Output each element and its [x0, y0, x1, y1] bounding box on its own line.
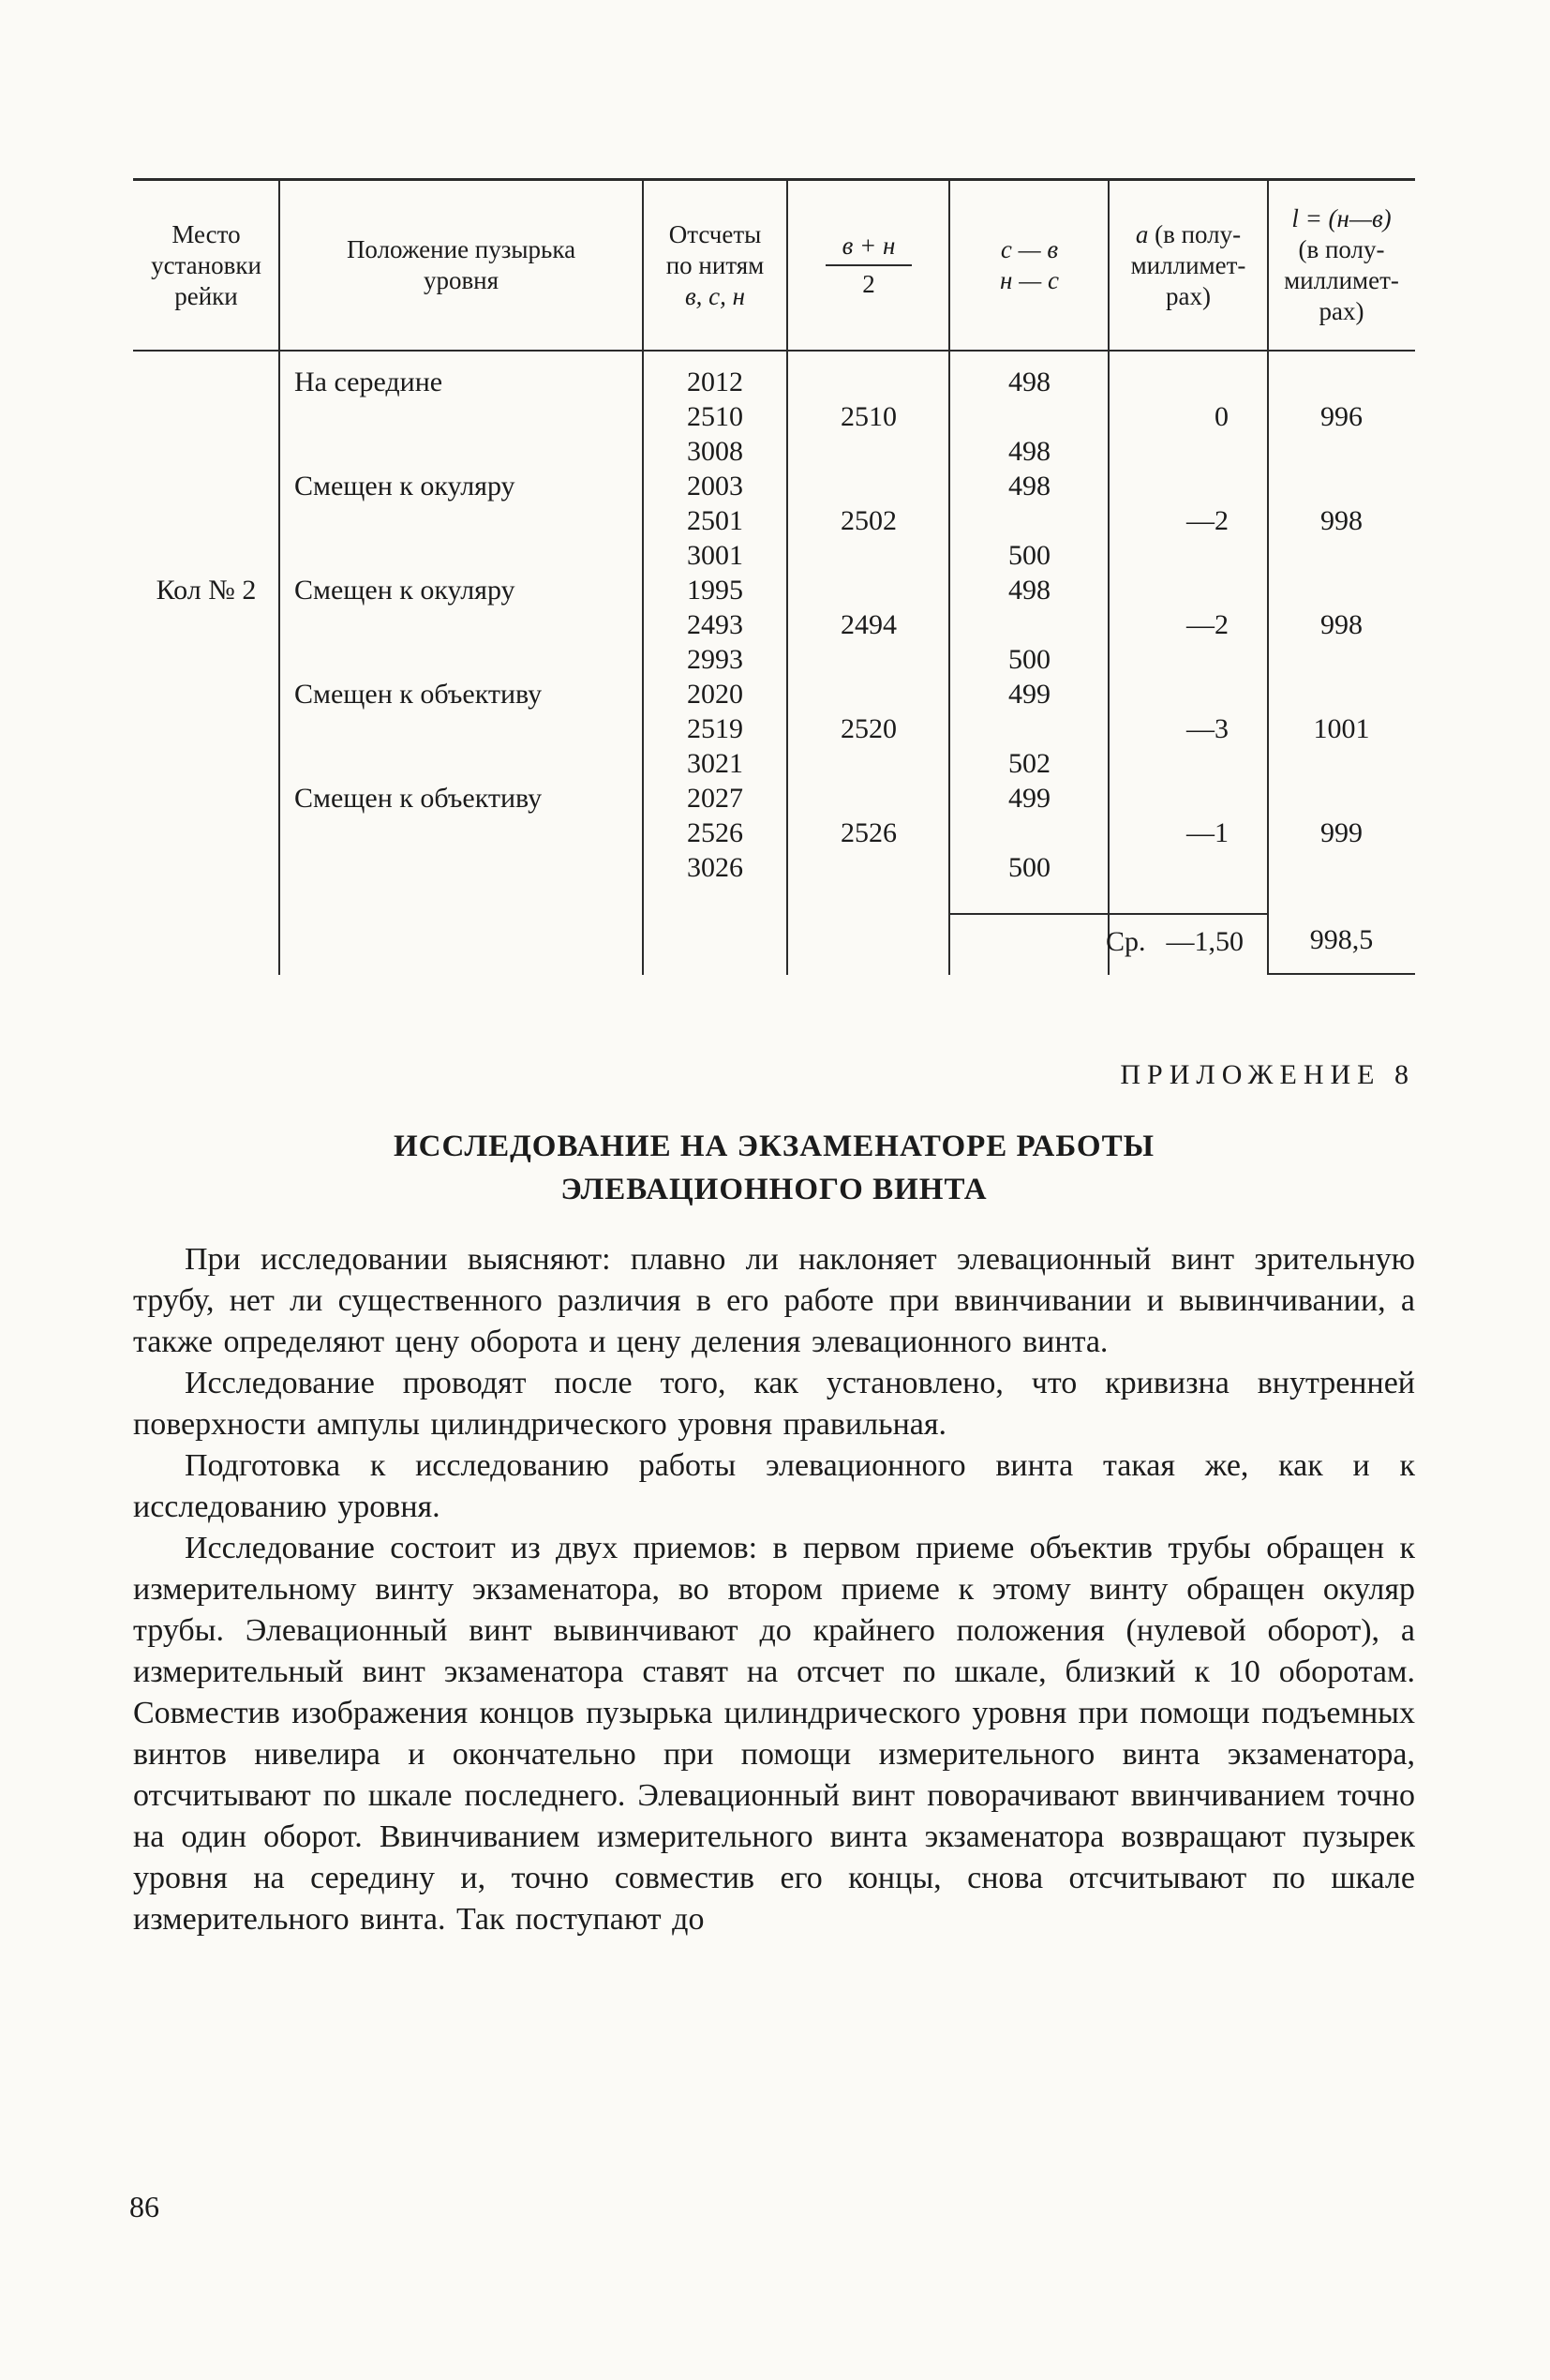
- diff-value: 502: [1008, 747, 1051, 779]
- l-value: 1001: [1313, 712, 1370, 744]
- reading-value: 3026: [687, 851, 743, 883]
- diff-value: 500: [1008, 851, 1051, 883]
- paragraph: Подготовка к исследованию работы элевационного винта такая же, как и к исследованию уровня.: [133, 1448, 1415, 1524]
- reading-value: 2526: [687, 816, 743, 848]
- summary-l-value: 998,5: [1309, 924, 1374, 955]
- table-row: [133, 781, 1415, 816]
- bubble-position-label: Смещен к окуляру: [294, 574, 515, 606]
- paragraph: Исследование состоит из двух приемов: в первом приеме объектив трубы обращен к измерительному винту экзаменатора, во втором приеме к этому винту обращен окуляр трубы. Элевационный винт вывинчивают до крайнего положения (нулевой оборот), а измерительный винт экзаменатора ставят на отсчет по шкале, близкий к 10 оборотам. Совместив изображения концов пузырька цилиндрического уровня при помощи подъемных винтов нивелира и окончательно при помощи измерительного винта экзаменатора, отсчитывают по шкале последнего. Элевационный винт поворачивают ввинчиванием точно на один оборот. Ввинчиванием измерительного винта экзаменатора возвращают пузырек уровня на середину и, точно совместив его концы, снова отсчитывают по шкале измерительного винта. Так поступают до: [133, 1531, 1415, 1937]
- table-row: [133, 746, 1415, 781]
- reading-value: 1995: [687, 574, 743, 606]
- diff-value: 498: [1008, 470, 1051, 501]
- table-body: [133, 352, 1415, 975]
- table-row: [133, 365, 1415, 399]
- table-row: [133, 677, 1415, 711]
- l-value: 999: [1320, 816, 1363, 848]
- diff-value: 499: [1008, 782, 1051, 814]
- reading-value: 3021: [687, 747, 743, 779]
- table-row: [133, 850, 1415, 885]
- a-variable: а: [1135, 219, 1149, 248]
- diff-value: 500: [1008, 539, 1051, 571]
- table-spacer: [133, 885, 1415, 913]
- table-row: [133, 711, 1415, 746]
- appendix-label: ПРИЛОЖЕНИЕ 8: [1120, 1059, 1415, 1090]
- table-row: [133, 434, 1415, 469]
- reading-value: 2510: [687, 400, 743, 432]
- header-line: Отсчеты: [668, 219, 762, 248]
- header-line: [1136, 219, 1241, 250]
- bubble-position-label: Смещен к окуляру: [294, 470, 515, 501]
- mean-value: 2494: [841, 608, 897, 640]
- header-a: [1109, 181, 1268, 350]
- l-value: 996: [1320, 400, 1363, 432]
- header-line: рах): [1166, 281, 1211, 310]
- table-header-row: [133, 181, 1415, 352]
- a-value: —3: [1186, 712, 1229, 744]
- header-readings: [643, 181, 787, 350]
- header-l: [1268, 181, 1415, 350]
- summary-average: [950, 913, 1268, 965]
- mean-value: 2520: [841, 712, 897, 744]
- summary-label: Ср.: [1105, 926, 1146, 957]
- reading-value: 2519: [687, 712, 743, 744]
- reading-value: 3001: [687, 539, 743, 571]
- a-value: 0: [1215, 400, 1229, 432]
- a-value: —2: [1186, 608, 1229, 640]
- fraction-numerator: в + н: [842, 232, 896, 260]
- mean-value: 2502: [841, 504, 897, 536]
- fraction-denominator: 2: [862, 270, 875, 298]
- diff-value: 500: [1008, 643, 1051, 675]
- diff-value: 498: [1008, 435, 1051, 467]
- header-line: в, с, н: [684, 281, 746, 310]
- a-value: —1: [1186, 816, 1229, 848]
- table-row: [133, 538, 1415, 573]
- header-line: по нитям: [665, 250, 765, 279]
- measurement-table: [133, 178, 1415, 975]
- reading-value: 2027: [687, 782, 743, 814]
- summary-row: [133, 913, 1415, 965]
- header-line: рах): [1319, 297, 1364, 325]
- fraction-bar: [826, 264, 912, 266]
- header-mean-formula: [787, 181, 950, 350]
- reading-value: 2003: [687, 470, 743, 501]
- header-line: миллимет-: [1284, 266, 1399, 294]
- section-title-line1: ИССЛЕДОВАНИЕ НА ЭКЗАМЕНАТОРЕ РАБОТЫ: [393, 1130, 1155, 1163]
- l-value: 998: [1320, 504, 1363, 536]
- table-row: [133, 607, 1415, 642]
- reading-value: 2993: [687, 643, 743, 675]
- mean-value: 2526: [841, 816, 897, 848]
- station-label: Кол № 2: [156, 575, 257, 606]
- header-text: (в полу-: [1155, 219, 1242, 248]
- body-text: [133, 1239, 1415, 1940]
- header-line: н — с: [1000, 266, 1059, 294]
- reading-value: 2501: [687, 504, 743, 536]
- table-row: [133, 503, 1415, 538]
- reading-value: 2020: [687, 678, 743, 710]
- diff-value: 498: [1008, 574, 1051, 606]
- diff-value: 498: [1008, 366, 1051, 397]
- a-value: —2: [1186, 504, 1229, 536]
- header-line: l = (н—в): [1291, 204, 1392, 232]
- summary-spacer: [133, 913, 950, 965]
- table-row: [133, 816, 1415, 850]
- header-place: Место установки рейки: [151, 219, 261, 310]
- header-diffs: [950, 181, 1109, 350]
- diff-value: 499: [1008, 678, 1051, 710]
- paragraph: Исследование проводят после того, как установлено, что кривизна внутренней поверхности ампулы цилиндрического уровня правильная.: [133, 1366, 1415, 1442]
- reading-value: 2012: [687, 366, 743, 397]
- header-line: с — в: [1000, 235, 1059, 263]
- header-line: миллимет-: [1130, 250, 1246, 279]
- table-row: [133, 642, 1415, 677]
- section-title-line2: ЭЛЕВАЦИОННОГО ВИНТА: [560, 1173, 988, 1206]
- bubble-position-label: Смещен к объективу: [294, 678, 543, 710]
- bubble-position-label: На середине: [294, 366, 443, 397]
- table-bottom-line: [1268, 973, 1415, 975]
- section-title: [133, 1125, 1415, 1211]
- page-number: 86: [129, 2190, 159, 2223]
- table-row: [133, 399, 1415, 434]
- reading-value: 2493: [687, 608, 743, 640]
- table-row: [133, 469, 1415, 503]
- reading-value: 3008: [687, 435, 743, 467]
- header-bubble-position: Положение пузырька уровня: [346, 235, 576, 294]
- bubble-position-label: Смещен к объективу: [294, 782, 543, 814]
- header-line: (в полу-: [1298, 235, 1385, 263]
- mean-value: 2510: [841, 400, 897, 432]
- l-value: 998: [1320, 608, 1363, 640]
- summary-a-value: —1,50: [1166, 926, 1244, 957]
- table-row: [133, 573, 1415, 607]
- paragraph: При исследовании выясняют: плавно ли наклоняет элевационный винт зрительную трубу, нет ли существенного различия в его работе при ввинчивании и вывинчивании, а также определяют цену оборота и цену деления элевационного винта.: [133, 1242, 1415, 1359]
